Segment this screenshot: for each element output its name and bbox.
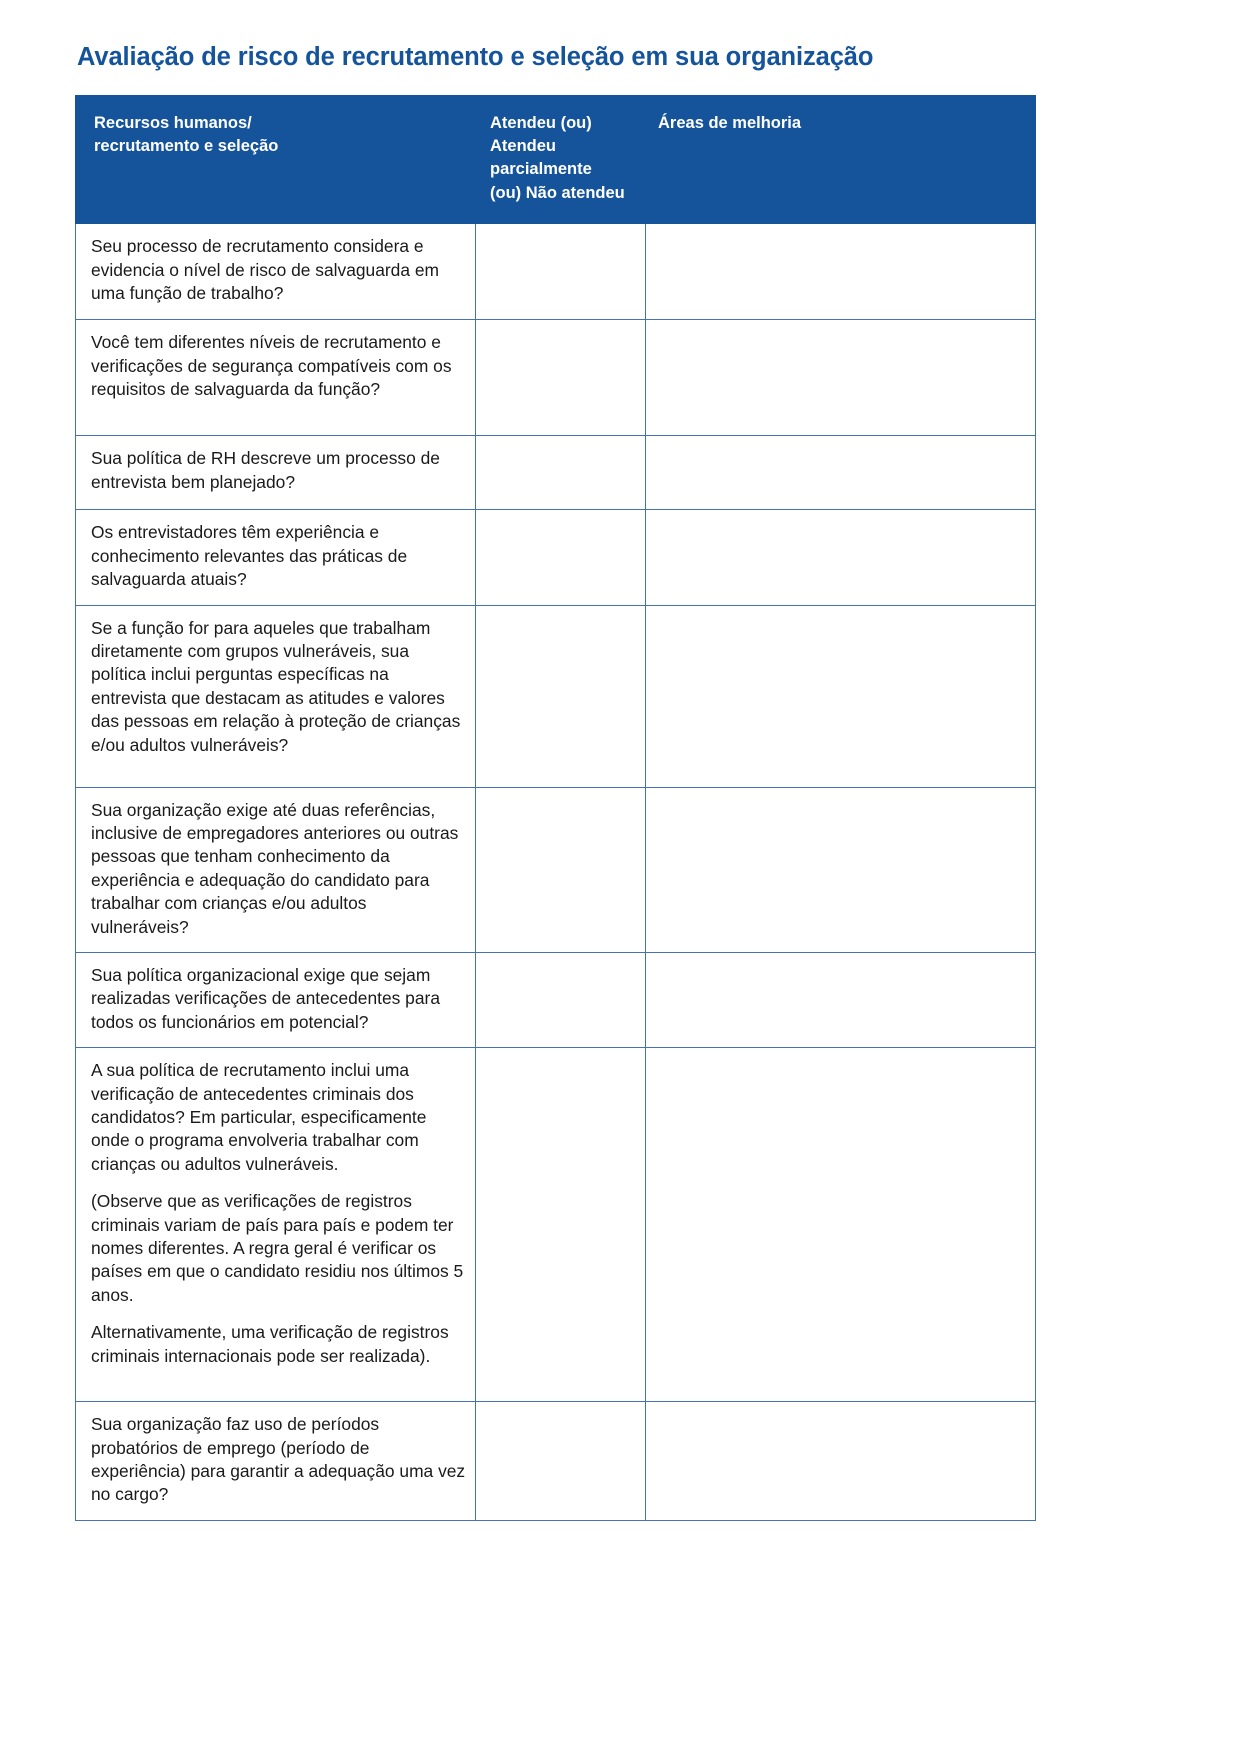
table-row — [76, 436, 1036, 510]
table-row — [76, 1402, 1036, 1521]
improvement-answer-cell[interactable] — [646, 436, 1036, 510]
question-cell: Se a função for para aqueles que trabalham diretamente com grupos vulneráveis, sua política inclui perguntas específicas na entrevista que destacam as atitudes e valores das pessoas em relação à proteção de crianças e/ou adultos vulneráveis? — [76, 605, 476, 787]
column-header-status — [476, 95, 646, 224]
question-cell: Seu processo de recrutamento considera e evidencia o nível de risco de salvaguarda em uma função de trabalho? — [76, 224, 476, 320]
table-row — [76, 224, 1036, 320]
question-cell: Sua organização faz uso de períodos probatórios de emprego (período de experiência) para garantir a adequação uma vez no cargo? — [76, 1402, 476, 1521]
table-row — [76, 510, 1036, 605]
improvement-answer-cell[interactable] — [646, 1402, 1036, 1521]
column-header-status-line3: parcialmente — [490, 160, 592, 179]
status-answer-cell[interactable] — [476, 320, 646, 436]
column-header-hr-line2: recrutamento e seleção — [94, 137, 279, 156]
question-cell: Sua política de RH descreve um processo de entrevista bem planejado? — [76, 436, 476, 510]
question-cell: Você tem diferentes níveis de recrutamento e verificações de segurança compatíveis com os requisitos de salvaguarda da função? — [76, 320, 476, 436]
status-answer-cell[interactable] — [476, 1048, 646, 1402]
table-row — [76, 320, 1036, 436]
improvement-answer-cell[interactable] — [646, 510, 1036, 605]
improvement-answer-cell[interactable] — [646, 787, 1036, 952]
question-cell: Sua organização exige até duas referências, inclusive de empregadores anteriores ou outras pessoas que tenham conhecimento da experiência e adequação do candidato para trabalhar com crianças e/ou adultos vulneráveis? — [76, 787, 476, 952]
table-row — [76, 1048, 1036, 1402]
table-header-row — [76, 95, 1036, 224]
column-header-status-line2: Atendeu — [490, 137, 556, 156]
table-body — [76, 224, 1036, 1521]
question-cell — [76, 1048, 476, 1402]
improvement-answer-cell[interactable] — [646, 1048, 1036, 1402]
table-header — [76, 95, 1036, 224]
question-paragraph-3: Alternativamente, uma verificação de registros criminais internacionais pode ser realizada). — [91, 1322, 449, 1366]
table-row — [76, 605, 1036, 787]
improvement-answer-cell[interactable] — [646, 952, 1036, 1047]
status-answer-cell[interactable] — [476, 605, 646, 787]
question-cell: Sua política organizacional exige que sejam realizadas verificações de antecedentes para todos os funcionários em potencial? — [76, 952, 476, 1047]
status-answer-cell[interactable] — [476, 787, 646, 952]
status-answer-cell[interactable] — [476, 436, 646, 510]
question-cell: Os entrevistadores têm experiência e conhecimento relevantes das práticas de salvaguarda atuais? — [76, 510, 476, 605]
improvement-answer-cell[interactable] — [646, 320, 1036, 436]
table-row — [76, 787, 1036, 952]
status-answer-cell[interactable] — [476, 952, 646, 1047]
risk-assessment-table — [75, 95, 1036, 1521]
column-header-status-line1: Atendeu (ou) — [490, 113, 592, 132]
column-header-improvement-label: Áreas de melhoria — [658, 113, 802, 132]
page-title: Avaliação de risco de recrutamento e seleção em sua organização — [77, 43, 874, 71]
table-row — [76, 952, 1036, 1047]
improvement-answer-cell[interactable] — [646, 605, 1036, 787]
column-header-hr-line1: Recursos humanos/ — [94, 113, 252, 132]
column-header-improvement-areas — [646, 95, 1036, 224]
column-header-status-line4: (ou) Não atendeu — [490, 183, 625, 202]
question-paragraph-2: (Observe que as verificações de registros criminais variam de país para país e podem ter nomes diferentes. A regra geral é verificar os países em que o candidato residiu nos últimos 5 anos. — [91, 1191, 464, 1305]
status-answer-cell[interactable] — [476, 510, 646, 605]
column-header-human-resources — [76, 95, 476, 224]
status-answer-cell[interactable] — [476, 1402, 646, 1521]
improvement-answer-cell[interactable] — [646, 224, 1036, 320]
status-answer-cell[interactable] — [476, 224, 646, 320]
question-paragraph-1: A sua política de recrutamento inclui uma verificação de antecedentes criminais dos candidatos? Em particular, especificamente onde o programa envolveria trabalhar com crianças ou adultos vulneráveis. — [91, 1060, 427, 1174]
